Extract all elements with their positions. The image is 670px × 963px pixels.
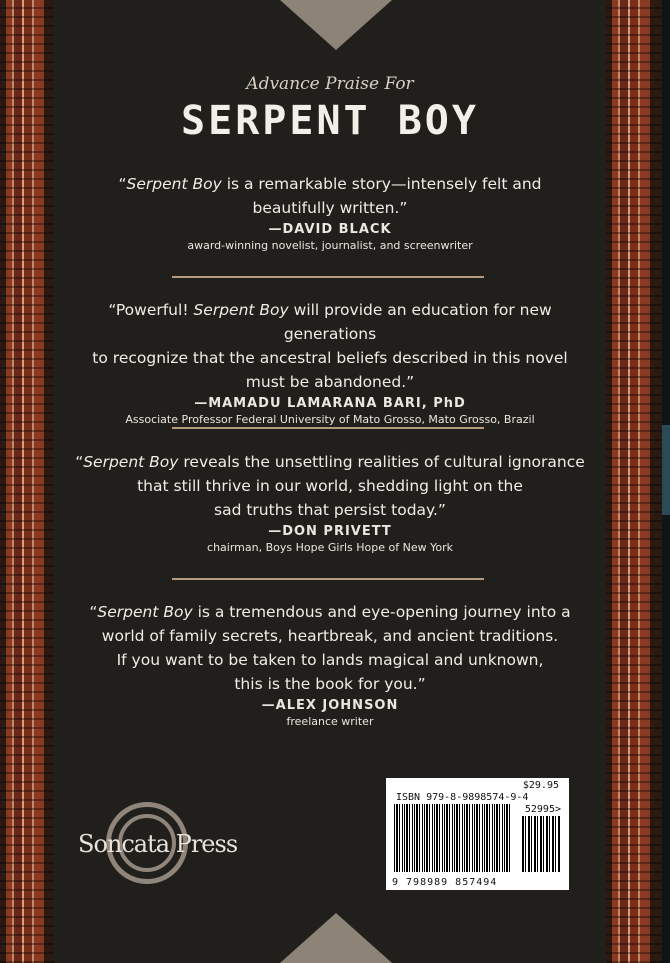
- divider: [172, 276, 484, 278]
- praise-kicker: Advance Praise For: [246, 74, 414, 94]
- divider: [172, 427, 484, 429]
- publisher-logo: [78, 800, 238, 890]
- right-decorative-border: [606, 0, 662, 963]
- isbn-barcode: [386, 778, 569, 890]
- praise-author-role: Associate Professor Federal University of Mato Grosso, Mato Grosso, Brazil: [125, 413, 535, 426]
- bottom-triangle-ornament: [280, 913, 392, 963]
- book-title-italic: Serpent Boy: [193, 301, 289, 319]
- book-title-italic: Serpent Boy: [83, 453, 179, 471]
- ean-number: 9 798989 857494: [392, 877, 498, 888]
- praise-block-3: [60, 450, 600, 554]
- isbn-label: ISBN 979-8-9898574-9-4: [396, 792, 529, 803]
- book-title-italic: Serpent Boy: [126, 175, 222, 193]
- divider: [172, 578, 484, 580]
- price-code: 52995>: [524, 804, 561, 815]
- book-title-italic: Serpent Boy: [97, 603, 193, 621]
- praise-author: —DAVID BLACK: [268, 222, 392, 237]
- praise-block-2: [60, 298, 600, 426]
- price-barcode-bars: [522, 816, 560, 872]
- left-decorative-border: [0, 0, 54, 963]
- publisher-name: Soncata Press: [78, 830, 238, 858]
- praise-quote: “Serpent Boy is a tremendous and eye-opening journey into a world of family secrets, heartbreak, and ancient traditions. If you want to be taken to lands magical and unknown, this is the book for you.”: [89, 603, 571, 693]
- praise-author: —ALEX JOHNSON: [261, 698, 399, 713]
- cover-edge-accent: [662, 425, 670, 515]
- praise-quote: “Serpent Boy reveals the unsettling realities of cultural ignorance that still thrive in our world, shedding light on the sad truths that persist today.”: [75, 453, 585, 519]
- praise-author-role: award-winning novelist, journalist, and screenwriter: [187, 239, 473, 252]
- praise-quote: “Powerful! Serpent Boy will provide an education for new generations to recognize that the ancestral beliefs described in this novel must be abandoned.”: [92, 301, 568, 391]
- praise-block-1: [60, 172, 600, 252]
- top-triangle-ornament: [280, 0, 392, 50]
- ean-barcode-bars: [394, 804, 512, 872]
- praise-author-role: freelance writer: [286, 715, 374, 728]
- book-title: SERPENT BOY: [181, 98, 479, 144]
- price-label: $29.95: [522, 780, 559, 791]
- praise-author: —DON PRIVETT: [268, 524, 392, 539]
- praise-author: —MAMADU LAMARANA BARI, PhD: [194, 396, 466, 411]
- praise-block-4: [60, 600, 600, 728]
- praise-author-role: chairman, Boys Hope Girls Hope of New York: [207, 541, 453, 554]
- praise-quote: “Serpent Boy is a remarkable story—intensely felt and beautifully written.”: [118, 175, 542, 217]
